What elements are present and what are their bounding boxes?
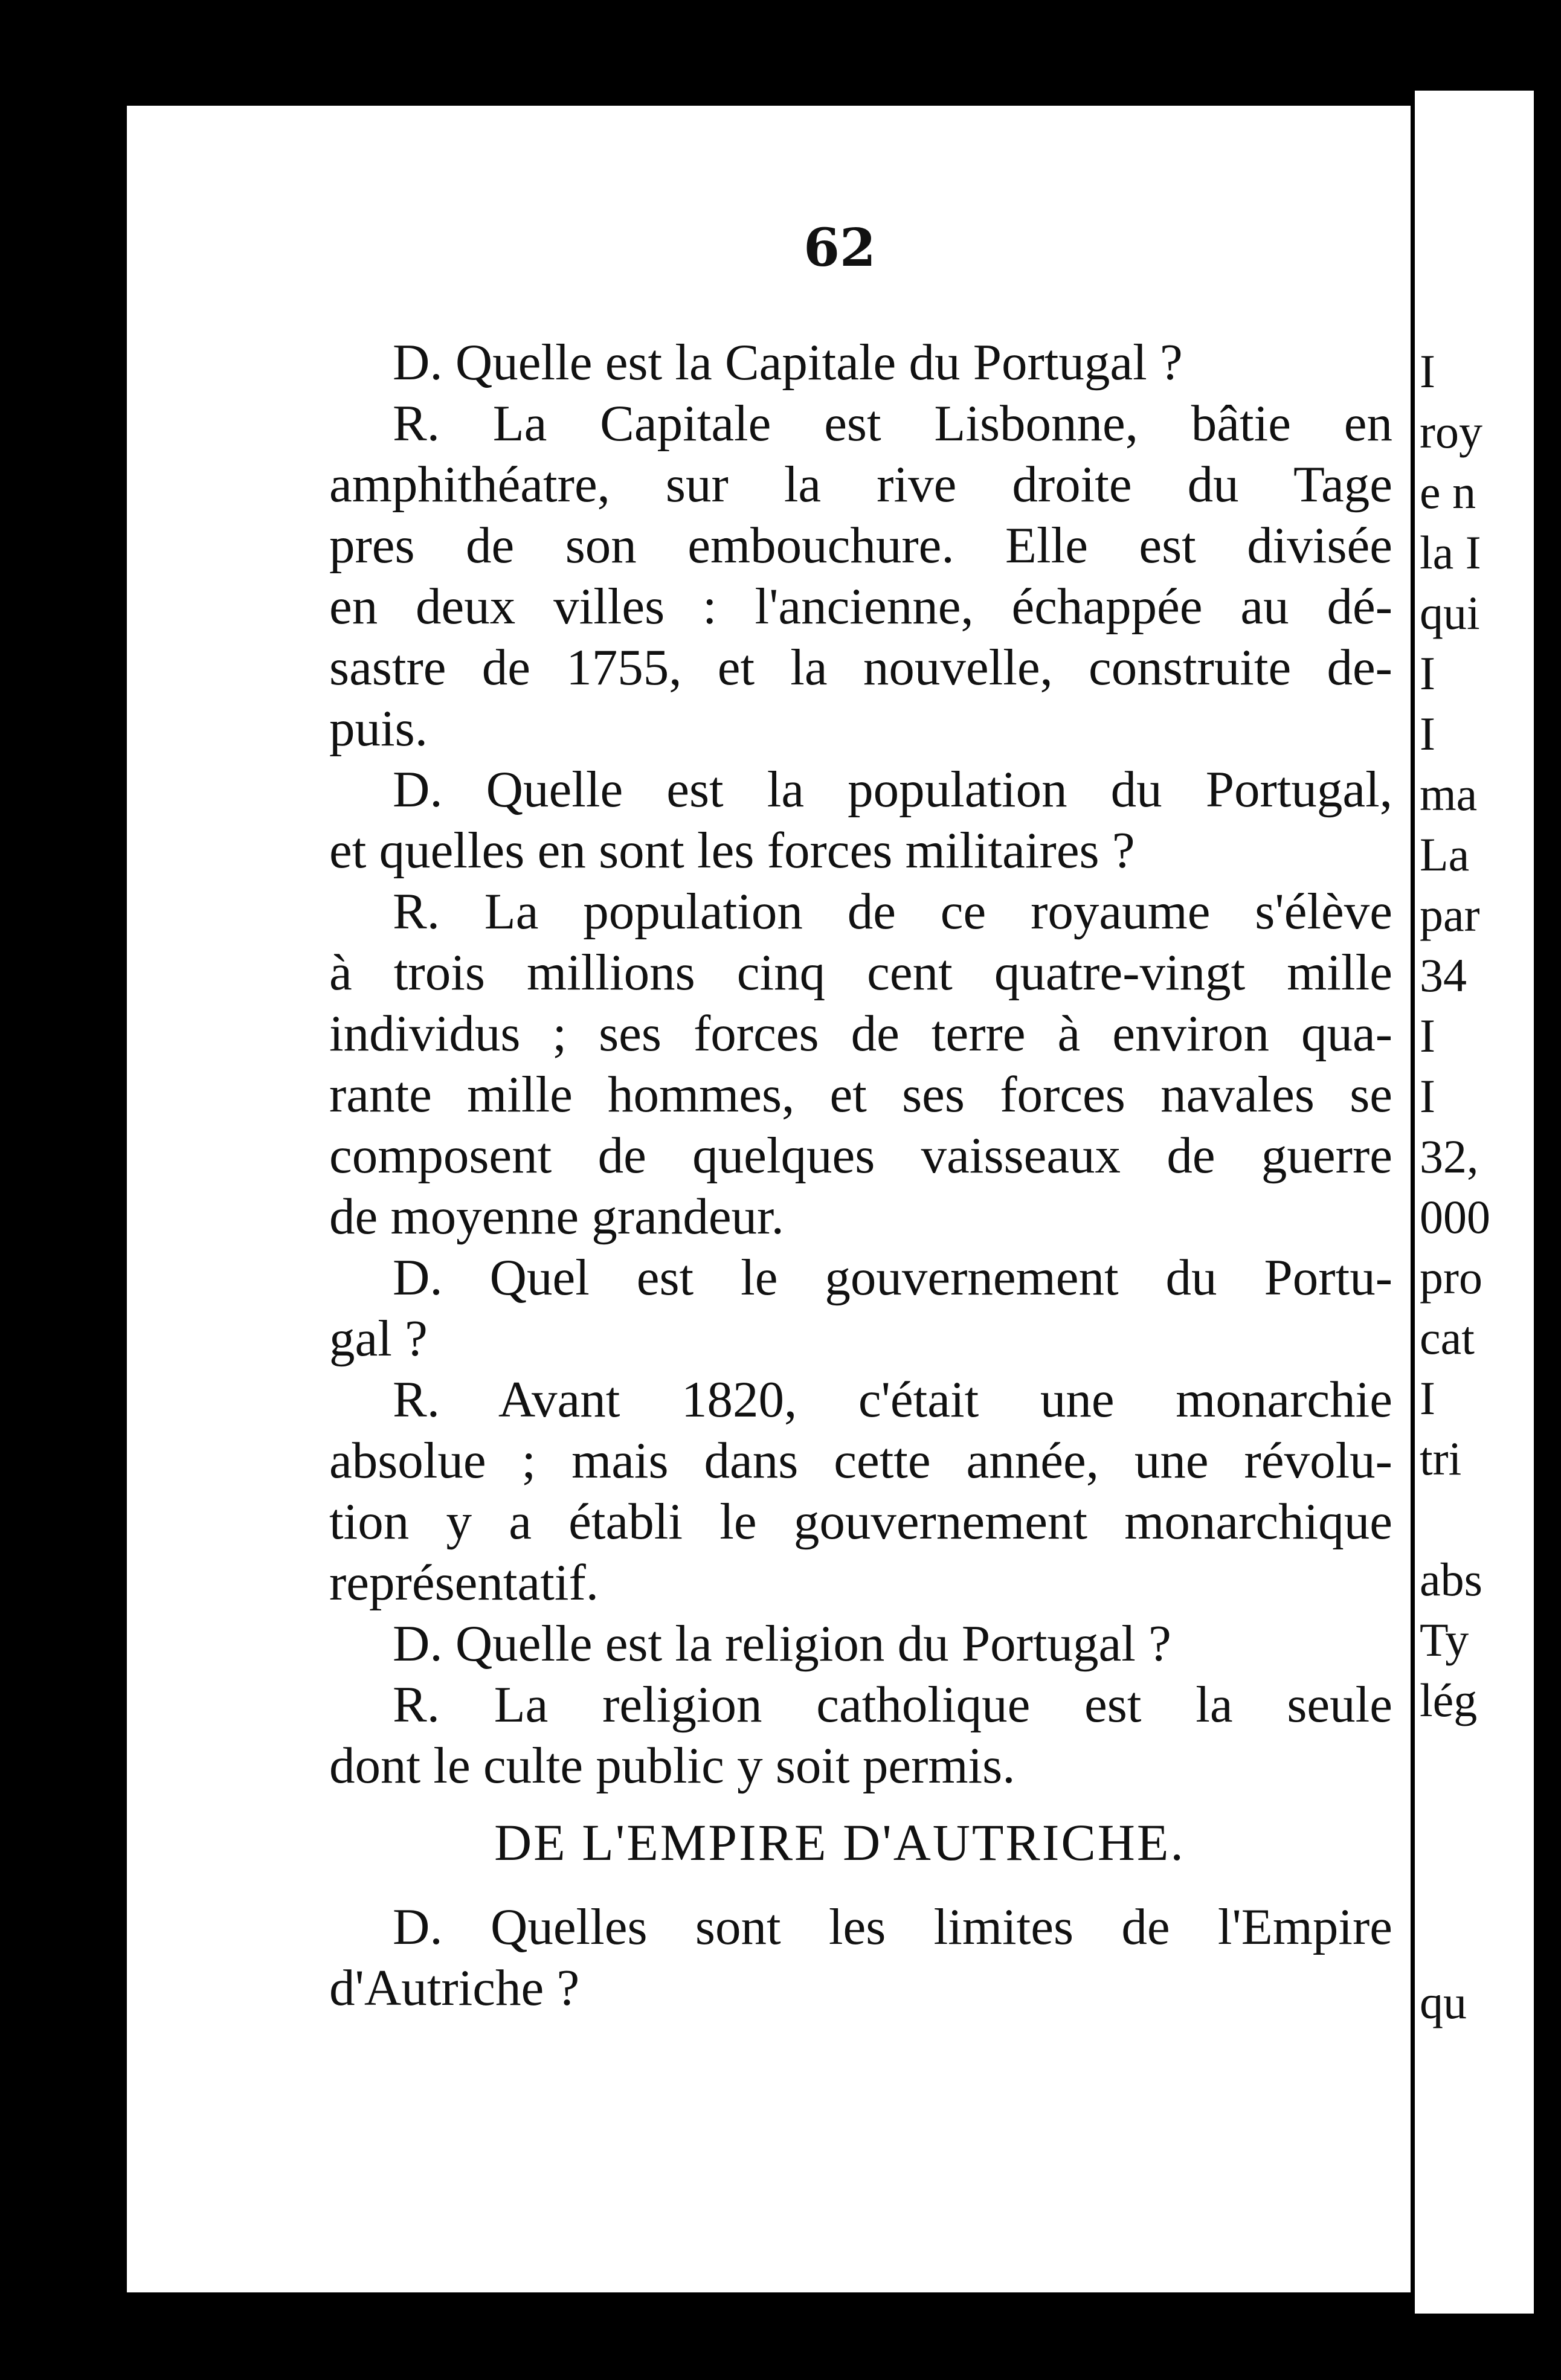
text-line: R. La Capitale est Lisbonne, bâtie en	[393, 395, 1392, 452]
text-line: individus ; ses forces de terre à environ qua-	[329, 1005, 1392, 1062]
adjacent-page-strip	[1415, 91, 1545, 2314]
adjacent-page-fragment: par	[1420, 889, 1480, 941]
page-number: 62	[803, 217, 876, 278]
adjacent-page-fragment: Ty	[1420, 1613, 1469, 1666]
text-line: puis.	[329, 700, 428, 757]
text-line: à trois millions cinq cent quatre-vingt mille	[329, 944, 1392, 1001]
adjacent-page-fragment: I	[1420, 1070, 1435, 1122]
text-line: D. Quelle est la religion du Portugal ?	[393, 1615, 1171, 1672]
adjacent-page-fragment: lég	[1420, 1674, 1478, 1726]
text-line: et quelles en sont les forces militaires ?	[329, 822, 1135, 879]
adjacent-page-fragment: I	[1420, 1372, 1435, 1424]
adjacent-page-fragment: cat	[1420, 1311, 1475, 1364]
adjacent-page-fragment: qu	[1420, 1976, 1467, 2028]
text-line: R. La population de ce royaume s'élève	[393, 883, 1392, 940]
adjacent-page-fragment: La	[1420, 828, 1470, 881]
adjacent-page-fragment: qui	[1420, 587, 1480, 639]
text-line: sastre de 1755, et la nouvelle, construite de-	[329, 639, 1392, 696]
text-line: gal ?	[329, 1310, 428, 1367]
adjacent-page-fragment: e n	[1420, 466, 1476, 518]
text-line: D. Quelle est la population du Portugal,	[393, 761, 1392, 818]
adjacent-page-fragment: 000	[1420, 1191, 1490, 1243]
adjacent-page-fragment: pro	[1420, 1251, 1482, 1304]
text-line: composent de quelques vaisseaux de guerre	[329, 1127, 1392, 1184]
text-line: absolue ; mais dans cette année, une révolu-	[329, 1432, 1392, 1489]
text-line: pres de son embouchure. Elle est divisée	[329, 517, 1392, 574]
adjacent-page-fragment: I	[1420, 647, 1435, 700]
text-line: de moyenne grandeur.	[329, 1188, 784, 1245]
page-gutter-shadow	[1534, 91, 1545, 2314]
adjacent-page-fragment: roy	[1420, 405, 1482, 458]
adjacent-page-fragment: I	[1420, 1009, 1435, 1062]
adjacent-page-fragment: 32,	[1420, 1130, 1479, 1183]
text-line: dont le culte public y soit permis.	[329, 1737, 1015, 1794]
text-line: tion y a établi le gouvernement monarchique	[329, 1493, 1392, 1550]
adjacent-page-fragment: I	[1420, 345, 1435, 397]
text-line: R. Avant 1820, c'était une monarchie	[393, 1371, 1392, 1428]
text-line: D. Quel est le gouvernement du Portu-	[393, 1249, 1392, 1306]
section-heading: DE L'EMPIRE D'AUTRICHE.	[494, 1813, 1185, 1871]
adjacent-page-fragment: I	[1420, 707, 1435, 760]
text-line: R. La religion catholique est la seule	[393, 1676, 1392, 1733]
text-line: D. Quelles sont les limites de l'Empire	[393, 1899, 1392, 1955]
adjacent-page-fragment: la I	[1420, 526, 1481, 579]
adjacent-page-fragment: ma	[1420, 768, 1478, 820]
text-line: d'Autriche ?	[329, 1960, 580, 2016]
text-line: en deux villes : l'ancienne, échappée au dé-	[329, 578, 1392, 635]
adjacent-page-fragment: tri	[1420, 1432, 1462, 1485]
text-line: D. Quelle est la Capitale du Portugal ?	[393, 334, 1183, 391]
adjacent-page-fragment: abs	[1420, 1553, 1482, 1606]
text-line: amphithéatre, sur la rive droite du Tage	[329, 456, 1392, 513]
text-line: rante mille hommes, et ses forces navales se	[329, 1066, 1392, 1123]
text-line: représentatif.	[329, 1554, 599, 1611]
adjacent-page-fragment: 34	[1420, 949, 1467, 1002]
